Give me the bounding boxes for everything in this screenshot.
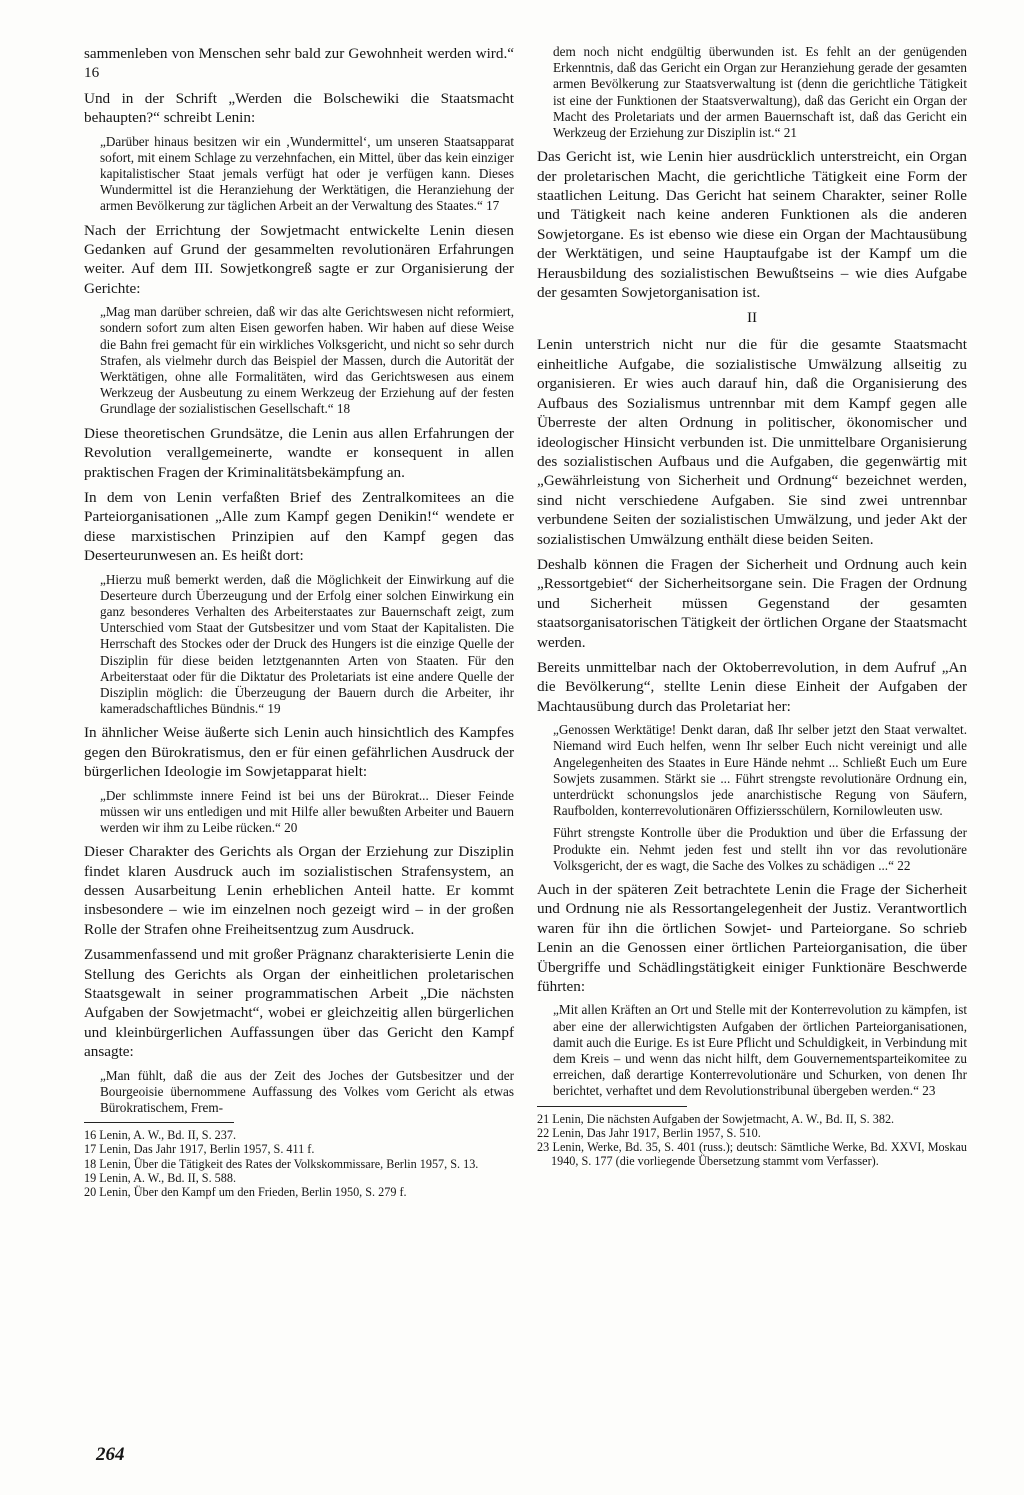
paragraph: In ähnlicher Weise äußerte sich Lenin auch hinsichtlich des Kampfes gegen den Bürokratismus, den er für einen gefährlichen Ausdruck der bürgerlichen Ideologie im Sowjetapparat hielt: xyxy=(84,724,514,781)
block-quote: „Mit allen Kräften an Ort und Stelle mit der Konterrevolution zu kämpfen, ist aber eine der allerwichtigsten Aufgaben der örtlichen Parteiorganisationen, damit auch die Eurige. Es ist Eure Pflicht und Schuldigkeit, in Verbindung mit dem Kreis – und wenn das nicht hilft, dem Gouvernementsparteikomitee zu erreichen, daß derartige Konterrevolutionäre und Schurken, von denen Ihr berichtet, verhaftet und dem Revolutionstribunal übergeben werden.“ 23 xyxy=(553,1002,967,1099)
block-quote: dem noch nicht endgültig überwunden ist. Es fehlt an der genügenden Erkenntnis, daß das Gericht ein Organ zur Heranziehung gerade der gesamten armen Bevölkerung zur Staatsverwaltung ist (denn die gerichtliche Tätigkeit ist eine der Funktionen der Staatsverwaltung), daß das Gericht ein Organ der Macht des Proletariats und der armen Bauernschaft ist, daß das Gericht ein Werkzeug der Erziehung zur Disziplin ist.“ 21 xyxy=(553,44,967,141)
block-quote: „Hierzu muß bemerkt werden, daß die Möglichkeit der Einwirkung auf die Deserteure durch Überzeugung und der Erfolg einer solchen Einwirkung ein ganz besonderes Verhalten des Arbeiterstaates zur Bauernschaft zeigt, zum Unterschied vom Staat der Gutsbesitzer und vom Staat der Kapitalisten. Die Herrschaft des Stockes oder der Druck des Hungers ist die einzige Quelle der Disziplin für diese beiden letztgenannten Arten von Staaten. Für den Arbeiterstaat oder für die Diktatur des Proletariats ist eine andere Quelle der Disziplin möglich: die Überzeugung der Bauern durch die Arbeiter, ihr kameradschaftliches Bündnis.“ 19 xyxy=(100,571,514,717)
paragraph: Auch in der späteren Zeit betrachtete Lenin die Frage der Sicherheit und Ordnung nie als Ressortangelegenheit der Justiz. Verantwortlich waren für ihn die örtlichen Sowjet- und Parteiorgane. So schrieb Lenin an die Genossen einer örtlichen Parteiorganisation, die über Übergriffe und Schädlingstätigkeit einiger Funktionäre Beschwerde führten: xyxy=(537,881,967,996)
block-quote: „Man fühlt, daß die aus der Zeit des Joches der Gutsbesitzer und der Bourgeoisie übernommene Auffassung des Volkes vom Gericht als etwas Bürokratischem, Frem- xyxy=(100,1067,514,1116)
paragraph: In dem von Lenin verfaßten Brief des Zentralkomitees an die Parteiorganisationen „Alle zum Kampf gegen Denikin!“ wendete er diese marxistischen Prinzipien auf den Kampf gegen das Deserteurunwesen an. Es heißt dort: xyxy=(84,488,514,565)
footnote: 21 Lenin, Die nächsten Aufgaben der Sowjetmacht, A. W., Bd. II, S. 382. xyxy=(537,1111,895,1126)
footnote: 16 Lenin, A. W., Bd. II, S. 237. xyxy=(84,1128,237,1143)
footnote: 17 Lenin, Das Jahr 1917, Berlin 1957, S. 411 f. xyxy=(84,1142,315,1157)
footnote-divider xyxy=(537,1106,687,1107)
paragraph: Das Gericht ist, wie Lenin hier ausdrücklich unterstreicht, ein Organ der proletarischen Macht, die gerichtliche Tätigkeit eine Form der staatlichen Leitung. Das Gericht hat seinem Charakter, seiner Rolle und Tätigkeit nach keine anderen Funktionen als die anderen Sowjetorgane. Es ist ebenso wie diese ein Organ der Machtausübung der Werktätigen, und seine Hauptaufgabe ist der Kampf um die Herausbildung des sozialistischen Bewußtseins – wie dies Aufgabe der gesamten Sowjetorganisation ist. xyxy=(537,148,967,302)
footnote: 23 Lenin, Werke, Bd. 35, S. 401 (russ.); deutsch: Sämtliche Werke, Bd. XXVI, Moskau 1940, S. 177 (die vorliegende Übersetzung stammt vom Verfasser). xyxy=(537,1140,967,1169)
right-column xyxy=(537,44,967,1168)
block-quote: „Der schlimmste innere Feind ist bei uns der Bürokrat... Dieser Feinde müssen wir uns entledigen und mit Hilfe aller bewußten Arbeiter und Bauern werden wir ihm zu Leibe rücken.“ 20 xyxy=(100,787,514,835)
footnote: 18 Lenin, Über die Tätigkeit des Rates der Volkskommissare, Berlin 1957, S. 13. xyxy=(84,1156,479,1171)
paragraph: Deshalb können die Fragen der Sicherheit und Ordnung auch kein „Ressortgebiet“ der Sicherheitsorgane sein. Die Fragen der Ordnung und Sicherheit müssen Gegenstand der gesamten staatsorganisatorischen Tätigkeit der örtlichen Organe der Staatsmacht werden. xyxy=(537,555,967,651)
block-quote: Führt strengste Kontrolle über die Produktion und über die Erfassung der Produkte ein. Nehmt jeden fest und stellt ihn vor das revolutionäre Volksgericht, der es wagt, die Sache des Volkes zu schädigen ...“ 22 xyxy=(553,825,967,873)
paragraph: Nach der Errichtung der Sowjetmacht entwickelte Lenin diesen Gedanken auf Grund der gesammelten revolutionären Erfahrungen weiter. Auf dem III. Sowjetkongreß sagte er zur Organisierung der Gerichte: xyxy=(84,221,514,297)
block-quote: „Darüber hinaus besitzen wir ein ‚Wundermittel‘, um unseren Staatsapparat sofort, mit einem Schlage zu verzehnfachen, ein Mittel, über das kein einziger kapitalistischer Staat jemals verfügt hat oder je verfügen kann. Dieses Wundermittel ist die Heranziehung der Werktätigen, die Heranziehung der armen Bevölkerung zur täglichen Arbeit an der Verwaltung des Staates.“ 17 xyxy=(100,133,514,214)
section-heading: II xyxy=(746,309,758,327)
block-quote: „Genossen Werktätige! Denkt daran, daß Ihr selber jetzt den Staat verwaltet. Niemand wird Euch helfen, wenn Ihr selber Euch nicht vereinigt und alle Angelegenheiten des Staates in Eure Hände nehmt ... Schließt Euch um Eure Sowjets zusammen. Stärkt sie ... Führt strengste revolutionäre Ordnung ein, unterdrückt schonungslos jede anarchistische Regung von Säufern, Raufbolden, konterrevolutionären Offiziersschülern, Kornilowleuten usw. xyxy=(553,722,967,819)
paragraph: Zusammenfassend und mit großer Prägnanz charakterisierte Lenin die Stellung des Gerichts als Organ der einheitlichen proletarischen Staatsgewalt in seiner programmatischen Arbeit „Die nächsten Aufgaben der Sowjetmacht“, wobei er gleichzeitig allen bürgerlichen und kleinbürgerlichen Auffassungen über das Gericht den Kampf ansagte: xyxy=(84,946,514,1061)
paragraph: Diese theoretischen Grundsätze, die Lenin aus allen Erfahrungen der Revolution verallgemeinerte, wandte er konsequent in allen praktischen Fragen der Kriminalitätsbekämpfung an. xyxy=(84,424,514,481)
paragraph: Bereits unmittelbar nach der Oktoberrevolution, in dem Aufruf „An die Bevölkerung“, stellte Lenin diese Einheit der Aufgaben der Machtausübung durch das Proletariat her: xyxy=(537,658,967,715)
left-column xyxy=(84,44,514,1199)
paragraph: sammenleben von Menschen sehr bald zur Gewohnheit werden wird.“ 16 xyxy=(84,45,514,82)
footnote: 22 Lenin, Das Jahr 1917, Berlin 1957, S. 510. xyxy=(537,1125,761,1140)
footnote: 20 Lenin, Über den Kampf um den Frieden, Berlin 1950, S. 279 f. xyxy=(84,1185,407,1200)
paragraph: Dieser Charakter des Gerichts als Organ der Erziehung zur Disziplin findet klaren Ausdruck auch im sozialistischen Strafensystem, an dessen Ausarbeitung Lenin erheblichen Anteil hatte. Er kommt insbesondere – wie im einzelnen noch gezeigt wird – in der großen Rolle der Strafen ohne Freiheitsentzug zum Ausdruck. xyxy=(84,843,514,938)
page-number: 264 xyxy=(96,1444,125,1465)
footnote-divider xyxy=(84,1122,234,1123)
block-quote: „Mag man darüber schreien, daß wir das alte Gerichtswesen nicht reformiert, sondern sofort zum alten Eisen geworfen haben. Wir haben auf diese Weise die Bahn frei gemacht für ein wirkliches Volksgericht, und nicht so sehr durch Strafen, als vielmehr durch das Beispiel der Massen, durch die Autorität der Werktätigen, ohne alle Formalitäten, wird das Gerichtswesen aus einem Werkzeug der Ausbeutung zu einem Werkzeug der Erziehung auf der festen Grundlage der sozialistischen Gesellschaft.“ 18 xyxy=(100,304,514,417)
paragraph: Und in der Schrift „Werden die Bolschewiki die Staatsmacht behaupten?“ schreibt Lenin: xyxy=(84,89,514,127)
paragraph: Lenin unterstrich nicht nur die für die gesamte Staatsmacht einheitliche Aufgabe, die sozialistische Umwälzung allseitig zu organisieren. Er wies auch darauf hin, daß die Organisierung des Aufbaus des Sozialismus untrennbar mit dem Kampf gegen alle Überreste der alten Ordnung in politischer, ökonomischer und ideologischer Hinsicht verbunden ist. Die unmittelbare Organisierung des sozialistischen Aufbaus und die Aufgaben, die gegenwärtig mit „Gewährleistung von Sicherheit und Ordnung“ bezeichnet werden, sind nicht verschiedene Aufgaben. Sie sind zwei untrennbar verbundene Seiten der sozialistischen Umwälzung, und jeder Akt der sozialistischen Umwälzung enthält diese beiden Seiten. xyxy=(537,336,967,548)
footnote: 19 Lenin, A. W., Bd. II, S. 588. xyxy=(84,1170,237,1185)
